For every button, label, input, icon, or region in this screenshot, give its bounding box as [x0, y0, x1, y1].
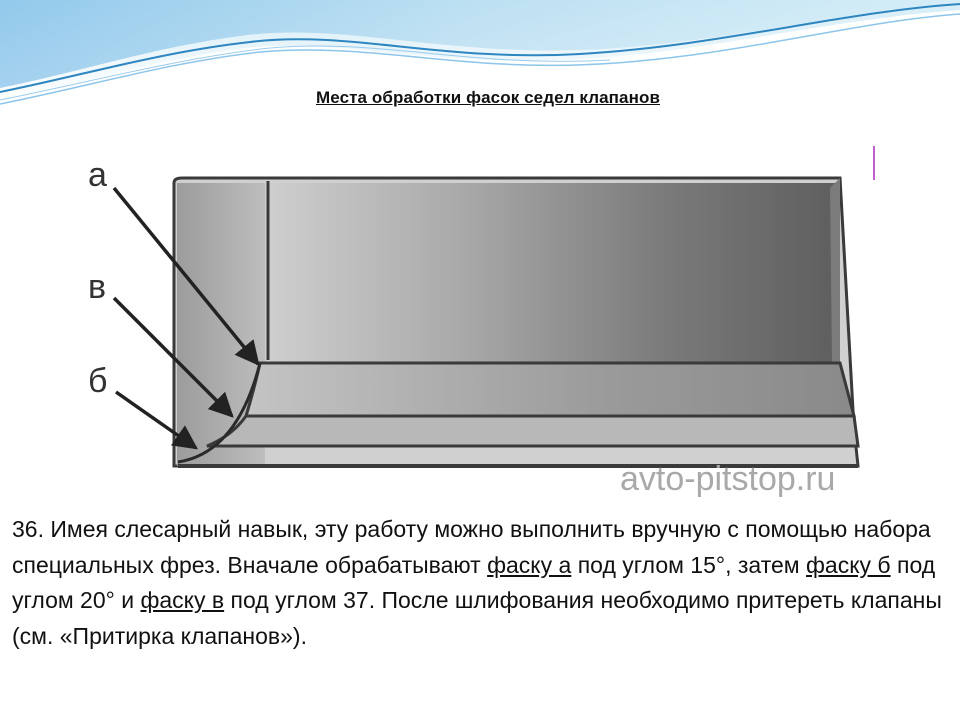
body-text-3: под углом 20° и — [12, 551, 936, 613]
body-text-4: под углом 37. После шлифования необходимо притереть клапаны (см. «Притирка клапанов»). — [12, 587, 942, 649]
valve-seat-body — [174, 178, 858, 466]
watermark: avto-pitstop.ru — [620, 460, 836, 498]
slide-title: Места обработки фасок седел клапанов — [315, 88, 660, 107]
body-text-2: под углом 15°, затем — [571, 551, 806, 578]
valve-seat-diagram — [32, 128, 882, 503]
link-chamfer-b[interactable]: фаску б — [805, 551, 891, 578]
link-chamfer-v[interactable]: фаску в — [140, 587, 225, 613]
wave-header-decoration — [0, 0, 960, 130]
label-b: б — [88, 362, 108, 400]
body-paragraph — [12, 512, 952, 654]
body-text-1: 36. Имея слесарный навык, эту работу можно выполнить вручную с помощью набора специальных фрез. Вначале обрабатывают — [12, 516, 931, 578]
label-a: а — [88, 156, 107, 194]
link-chamfer-a[interactable]: фаску а — [487, 551, 572, 578]
label-v: в — [88, 268, 107, 306]
